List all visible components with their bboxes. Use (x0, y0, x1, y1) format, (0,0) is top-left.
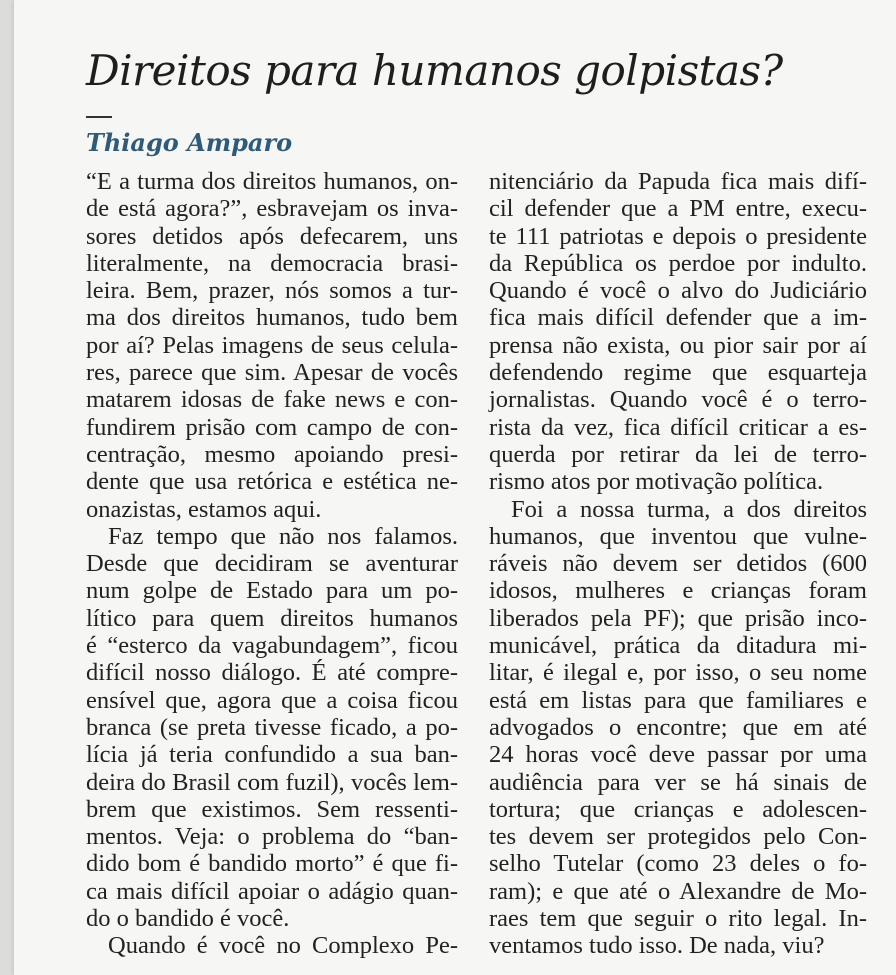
article-text-line: sores detidos após defecarem, uns (86, 222, 458, 250)
article-text-line: centração, mesmo apoiando presi- (86, 440, 458, 468)
article-text-line: de está agora?”, esbravejam os inva- (86, 195, 458, 223)
article-headline: Direitos para humanos golpistas? (86, 46, 783, 95)
article-text-line: cil defender que a PM entre, execu- (489, 195, 867, 223)
page-left-margin (0, 0, 14, 975)
article-text-line: jornalistas. Quando você é o terro- (489, 386, 867, 414)
article-text-line: Faz tempo que não nos falamos. (108, 522, 458, 550)
headline-rule (86, 116, 112, 118)
article-text-line: municável, prática da ditadura mi- (489, 632, 867, 660)
article-text-line: literalmente, na democracia brasi- (86, 249, 458, 277)
article-text-line: Quando é você o alvo do Judiciário (489, 277, 867, 305)
article-text-line: “E a turma dos direitos humanos, on- (86, 168, 458, 195)
article-text-line: matarem idosas de fake news e con- (86, 386, 458, 414)
article-text-line: litar, é ilegal e, por isso, o seu nome (489, 659, 867, 687)
article-text-line: prensa não exista, ou pior sair por aí (489, 331, 867, 359)
article-text-line: ram); e que até o Alexandre de Mo- (489, 877, 867, 905)
article-text-line: Foi a nossa turma, a dos direitos (511, 495, 867, 523)
article-text-line: liberados pela PF); que prisão inco- (489, 604, 867, 632)
article-text-line: está em listas para que familiares e (489, 686, 867, 714)
article-column-left (86, 168, 458, 960)
article-text-line: Desde que decidiram se aventurar (86, 550, 458, 578)
article-text-line: res, parece que sim. Apesar de vocês (86, 359, 458, 387)
article-text-line: é “esterco da vagabundagem”, ficou (86, 632, 458, 660)
article-text-line: nitenciário da Papuda fica mais difí- (489, 168, 867, 195)
article-text-line: advogados o encontre; que em até (489, 713, 867, 741)
article-text-line: brem que existimos. Sem ressenti- (86, 795, 458, 823)
article-text-line: querda por retirar da lei de terro- (489, 440, 867, 468)
article-text-line: idosos, mulheres e crianças foram (489, 577, 867, 605)
article-text-line: ráveis não devem ser detidos (600 (489, 550, 867, 578)
article-column-right (489, 168, 867, 960)
article-text-line: Quando é você no Complexo Pe- (108, 932, 458, 960)
article-text-line: do o bandido é você. (86, 905, 290, 933)
article-text-line: selho Tutelar (como 23 deles o fo- (489, 850, 867, 878)
article-text-line: leira. Bem, prazer, nós somos a tur- (86, 277, 458, 305)
article-text-line: deira do Brasil com fuzil), vocês lem- (86, 768, 458, 796)
article-text-line: ma dos direitos humanos, tudo bem (86, 304, 458, 332)
article-text-line: da República os perdoe por indulto. (489, 249, 867, 277)
article-text-line: audiência para ver se há sinais de (489, 768, 867, 796)
article-text-line: lícia já teria confundido a sua ban- (86, 741, 458, 769)
article-byline: Thiago Amparo (86, 128, 293, 157)
article-text-line: mentos. Veja: o problema do “ban- (86, 823, 458, 851)
article-text-line: branca (se preta tivesse ficado, a po- (86, 713, 458, 741)
article-text-line: tes devem ser protegidos pelo Con- (489, 823, 867, 851)
article-text-line: rismo atos por motivação política. (489, 468, 824, 496)
article-text-line: onazistas, estamos aqui. (86, 495, 322, 523)
article-text-line: dente que usa retórica e estética ne- (86, 468, 458, 496)
article-text-line: defendendo regime que esquarteja (489, 359, 867, 387)
newspaper-page (14, 0, 896, 975)
article-text-line: dido bom é bandido morto” é que fi- (86, 850, 458, 878)
article-text-line: ca mais difícil apoiar o adágio quan- (86, 877, 458, 905)
article-text-line: difícil nosso diálogo. É até compre- (86, 659, 458, 687)
article-text-line: tortura; que crianças e adolescen- (489, 795, 867, 823)
article-text-line: 24 horas você deve passar por uma (489, 741, 867, 769)
article-text-line: por aí? Pelas imagens de seus celula- (86, 331, 458, 359)
article-text-line: fundirem prisão com campo de con- (86, 413, 458, 441)
article-text-line: ensível que, agora que a coisa ficou (86, 686, 458, 714)
article-text-line: raes tem que seguir o rito legal. In- (489, 905, 867, 933)
article-text-line: ventamos tudo isso. De nada, viu? (489, 932, 825, 960)
article-text-line: num golpe de Estado para um po- (86, 577, 458, 605)
article-text-line: fica mais difícil defender que a im- (489, 304, 867, 332)
article-text-line: rista da vez, fica difícil criticar a es- (489, 413, 867, 441)
article-text-line: lítico para quem direitos humanos (86, 604, 458, 632)
article-text-line: te 111 patriotas e depois o presidente (489, 222, 867, 250)
article-text-line: humanos, que inventou que vulne- (489, 522, 867, 550)
